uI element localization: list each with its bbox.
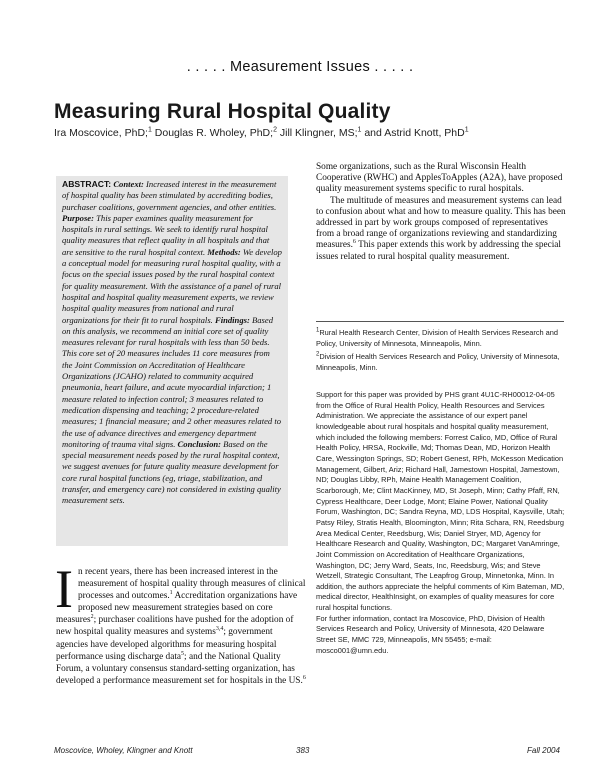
citation: 2: [90, 614, 94, 621]
affiliation-text: Rural Health Research Center, Division of Health Services Research and Policy, University of Minnesota, Minneapolis, Minn.: [316, 328, 559, 348]
findings-text: Based on this analysis, we recommend an initial core set of quality measures relevant for rural hospitals with less than 50 beds. This core set of 20 measures includes 11 core measures from the Joint Commission on Accreditation of Healthcare Organizations (JCAHO) related to community acquired pneumonia, heart failure, and acute myocardial infarction; 1 measure related to infection control; 3 measures related to medication dispensing and teaching; 2 procedure-related measures; 1 financial measure; and 2 other measures related to the use of advance directives and emergency department monitoring of trauma vital signs.: [62, 314, 282, 449]
methods-text: We develop a conceptual model for measuring rural hospital quality, with a focus on the special issues posed by the rural hospital context for quality measurement. With the assistance of a panel of rural hospital and hospital quality measurement experts, we review hospital quality measures from national and rural organizations for their fit to rural hospitals.: [62, 246, 282, 325]
affil-mark: 1: [316, 327, 320, 334]
body-paragraph: Some organizations, such as the Rural Wisconsin Health Cooperative (RWHC) and ApplesToApples (A2A), have proposed quality measurement systems specific to rural hospitals.: [316, 162, 563, 195]
author-name: Ira Moscovice, PhD;: [54, 127, 148, 139]
author-affil-mark: 2: [273, 126, 277, 134]
conclusion-label: Conclusion:: [177, 438, 222, 449]
intro-text: n recent years, there has been increased interest in the measurement of hospital quality through measures of clinical processes and outcomes.: [77, 567, 306, 602]
abstract-label: ABSTRACT:: [62, 179, 112, 189]
footer-page-number: 383: [296, 746, 310, 755]
purpose-text: This paper examines quality measurement for hospitals in rural settings. We seek to identify rural hospital quality measures that reflect quality in all hospitals and that are sensitive to the rural hospital context.: [62, 212, 270, 257]
section-header: . . . . . Measurement Issues . . . . .: [186, 59, 414, 75]
purpose-label: Purpose:: [62, 212, 94, 223]
body-text: The multitude of measures and measurement systems can lead to confusion about what and how to measure quality. This has been addressed in part by work groups composed of representatives from a broad range of organizations reviewing and standardizing measures.: [316, 195, 566, 251]
citation: 1: [169, 590, 173, 597]
findings-label: Findings:: [214, 314, 250, 325]
affiliations: [316, 328, 566, 377]
body-paragraph: [316, 196, 568, 263]
author-affil-mark: 1: [464, 126, 469, 134]
intro-text: ; and the National Quality Forum, a voluntary consensus standard-setting organization, has developed a performance measurement set for hospitals in the US.: [56, 651, 303, 686]
intro-text: ; government agencies have developed algorithms for measuring hospital performance using discharge data: [56, 627, 277, 662]
intro-paragraph: [55, 559, 306, 687]
citation: 3,4: [215, 626, 224, 633]
support-acknowledgment: [316, 390, 566, 656]
drop-cap: I: [55, 559, 73, 619]
footer-authors: Moscovice, Wholey, Klingner and Knott: [54, 746, 193, 755]
citation: 5: [181, 650, 185, 657]
footnote-divider: [316, 321, 564, 322]
author-name: and Astrid Knott, PhD: [364, 127, 465, 139]
contact-text: For further information, contact Ira Moscovice, PhD, Division of Health Services Research and Policy, University of Minnesota, 420 Delaware Street SE, MMC 729, Minneapolis, MN 55455; e-mail: mosco001@umn.edu.: [316, 613, 545, 655]
support-text: Support for this paper was provided by PHS grant 4U1C-RH00012-04-05 from the Office of Rural Health Policy, Health Resources and Services Administration. We appreciate the assistance of our expert panel knowledgeable about rural hospitals and hospital quality measurement, which included the following members: Forrest Calico, MD, Office of Rural Health Policy, HRSA, Rockville, Md; Thomas Dean, MD, Horizon Health Care, Wessington Springs, SD; Robert Genest, RPh, McKesson Medication Management, Gilbert, Ariz; Richard Hall, Jamestown Hospital, Jamestown, ND; Douglas Libby, RPh, Maine Health Management Coalition, Scarborough, Me; Clint MacKinney, MD, St Joseph, Minn; Cathy Pfaff, RN, Cypress Healthcare, Deer Lodge, Mont; Elaine Power, National Quality Forum, Washington, DC; Sandra Reyna, MD, LDS Hospital, Kaysville, Utah; Patsy Riley, Stratis Health, Bloomington, Minn; Rita Schara, RN, Reedsburg Area Medical Center, Reedsburg, Wis; Daniel Stryer, MD, Agency for Healthcare Research and Quality, Washington, DC; Margaret VanAmringe, Joint Commission on Accreditation of Healthcare Organizations, Washington, DC; Jerry Ward, Seats, Inc, Reedsburg, Wis; and Steve Wetzell, Strategic Consultant, The Leapfrog Group, Minnetonka, Minn. In addition, the authors appreciate the helpful comments of Kim Bateman, MD, medical director, HealthInsight, on examples of quality measures for core rural hospital functions.: [316, 390, 565, 613]
author-name: Jill Klingner, MS;: [279, 127, 358, 139]
citation: 6: [352, 239, 356, 246]
affiliation-note: [316, 352, 566, 373]
intro-text: Accreditation organizations have proposed new measurement strategies based on core measures: [56, 591, 298, 626]
context-text: Increased interest in the measurement of hospital quality has been stimulated by accrediting bodies, purchaser coalitions, government agencies, and other entities.: [62, 179, 277, 212]
right-column-body: [316, 162, 568, 263]
author-affil-mark: 1: [357, 126, 362, 134]
author-line: [54, 127, 469, 139]
conclusion-text: Based on the special measurement needs posed by the rural hospital context, we suggest avenues for future quality measure development for core rural hospital functions (eg, triage, stabilization, and transfer, and emergency care) not considered in existing quality measurement sets.: [62, 438, 281, 506]
citation: 6: [302, 674, 306, 681]
affil-mark: 2: [316, 351, 320, 358]
author-affil-mark: 1: [147, 126, 152, 134]
affiliation-text: Division of Health Services Research and Policy, University of Minnesota, Minneapolis, Minn.: [316, 352, 560, 373]
context-label: Context:: [113, 179, 144, 189]
article-title: Measuring Rural Hospital Quality: [54, 100, 391, 123]
affiliation-note: [316, 328, 566, 349]
footer-issue: Fall 2004: [527, 746, 560, 755]
intro-text: ; purchaser coalitions have pushed for the adoption of new hospital quality measures and systems: [56, 615, 294, 638]
body-text: This paper extends this work by addressing the special issues related to rural hospital quality measurement.: [316, 240, 562, 262]
methods-label: Methods:: [207, 246, 241, 257]
abstract-box: [56, 176, 288, 546]
author-name: Douglas R. Wholey, PhD;: [154, 127, 274, 139]
abstract-text: [62, 179, 282, 507]
